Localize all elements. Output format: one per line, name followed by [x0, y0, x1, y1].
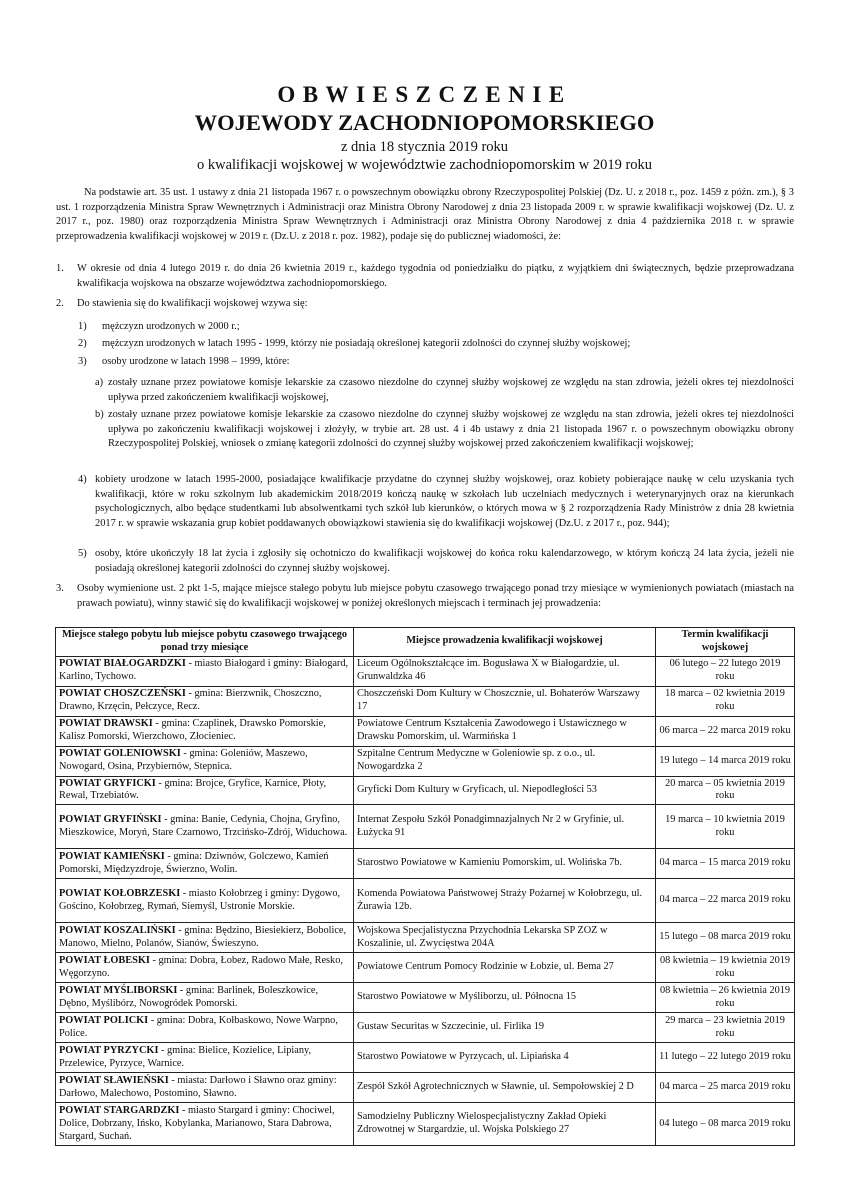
county-name: POWIAT STARGARDZKI — [59, 1104, 180, 1116]
qualification-location: Choszczeński Dom Kultury w Choszcznie, ul. Bohaterów Warszawy 17 — [354, 686, 656, 716]
subpoint-text: osoby, które ukończyły 18 lat życia i zgłosiły się ochotniczo do kwalifikacji wojskowej do końca roku kalendarzowego, w którym kończą 24 lata życia, jeżeli nie posiadają określonej kategorii zdolności do czynnej służby wojskowej. — [95, 548, 794, 574]
qualification-location: Wojskowa Specjalistyczna Przychodnia Lekarska SP ZOZ w Koszalinie, ul. Zwycięstwa 204A — [354, 923, 656, 953]
municipalities-list: - gmina: Czaplinek, Drawsko Pomorskie, Kalisz Pomorski, Wierzchowo, Złocieniec. — [59, 718, 326, 743]
county-name: POWIAT CHOSZCZEŃSKI — [59, 688, 186, 700]
municipalities-list: - gmina: Barlinek, Boleszkowice, Dębno, Myślibórz, Nowogródek Pomorski. — [59, 984, 319, 1009]
county-name: POWIAT GOLENIOWSKI — [59, 748, 181, 760]
qualification-date-range: 04 lutego – 08 marca 2019 roku — [656, 1103, 795, 1146]
county-name: POWIAT PYRZYCKI — [59, 1044, 159, 1056]
county-name: POWIAT GRYFIŃSKI — [59, 813, 162, 825]
title-date: z dnia 18 stycznia 2019 roku — [340, 139, 509, 155]
county-cell — [56, 923, 354, 953]
table-row — [56, 923, 795, 953]
point-number: 3. — [56, 583, 64, 594]
intro-paragraph: Na podstawie art. 35 ust. 1 ustawy z dnia 21 listopada 1967 r. o powszechnym obowiązku obrony Rzeczypospolitej Polskiej (Dz. U. z 2018 r., poz. 1459 z późn. zm.), § 3 ust. 1 rozporządzenia Ministra Spraw Wewnętrznych i Administracji oraz Ministra Obrony Narodowej z dnia 23 listopada 2009 r. w sprawie kwalifikacji wojskowej (Dz. U. z 2017 r., poz. 1980) oraz rozporządzenia Ministra Spraw Wewnętrznych i Administracji oraz Ministra Obrony Narodowej z dnia 4 października 2018 r. w sprawie przeprowadzenia kwalifikacji wojskowej w 2019 r. (Dz.U. z 2018 r. poz. 1982), podaje się do publicznej wiadomości, że: — [56, 187, 794, 242]
qualification-date-range: 19 lutego – 14 marca 2019 roku — [656, 746, 795, 776]
county-name: POWIAT GRYFICKI — [59, 777, 156, 789]
municipalities-list: - gmina: Dobra, Kołbaskowo, Nowe Warpno, Police. — [59, 1014, 338, 1039]
municipalities-list: - gmina: Brojce, Gryfice, Karnice, Płoty, Rewal, Trzebiatów. — [59, 777, 327, 802]
municipalities-list: - miasto Stargard i gminy: Chociwel, Dolice, Dobrzany, Ińsko, Kobylanka, Marianowo, Stara Dabrowa, Stargard, Suchań. — [59, 1104, 335, 1142]
letter-point-label: a) — [95, 377, 104, 388]
point-text: Do stawienia się do kwalifikacji wojskowej wzywa się: — [77, 298, 308, 309]
table-row — [56, 1103, 795, 1146]
municipalities-list: - gmina: Bielice, Kozielice, Lipiany, Przelewice, Pyrzyce, Warnice. — [59, 1044, 312, 1069]
table-row — [56, 776, 795, 805]
county-cell — [56, 953, 354, 983]
qualification-location: Zespół Szkół Agrotechnicznych w Sławnie, ul. Sempołowskiej 2 D — [354, 1073, 656, 1103]
qualification-location: Starostwo Powiatowe w Kamieniu Pomorskim, ul. Wolińska 7b. — [354, 849, 656, 879]
county-name: POWIAT KOSZALIŃSKI — [59, 924, 176, 936]
county-cell — [56, 983, 354, 1013]
county-cell — [56, 1013, 354, 1043]
qualification-location: Komenda Powiatowa Państwowej Straży Pożarnej w Kołobrzegu, ul. Żurawia 12b. — [354, 879, 656, 923]
qualification-date-range: 04 marca – 15 marca 2019 roku — [656, 849, 795, 879]
municipalities-list: - miasta: Darłowo i Sławno oraz gminy: Darłowo, Malechowo, Postomino, Sławno. — [59, 1074, 337, 1099]
municipalities-list: - gmina: Będzino, Biesiekierz, Bobolice, Manowo, Mielno, Polanów, Sianów, Świeszyno. — [59, 924, 347, 949]
qualification-location: Samodzielny Publiczny Wielospecjalistyczny Zakład Opieki Zdrowotnej w Stargardzie, ul. Wojska Polskiego 27 — [354, 1103, 656, 1146]
point-number: 1. — [56, 263, 64, 274]
municipalities-list: - gmina: Dziwnów, Golczewo, Kamień Pomorski, Międzyzdroje, Świerzno, Wolin. — [59, 850, 329, 875]
county-cell — [56, 805, 354, 849]
municipalities-list: - gmina: Goleniów, Maszewo, Nowogard, Osina, Przybiernów, Stepnica. — [59, 748, 308, 773]
municipalities-list: - miasto Białogard i gminy: Białogard, Karlino, Tychowo. — [59, 658, 349, 683]
column-header: Miejsce prowadzenia kwalifikacji wojskowej — [354, 628, 656, 657]
title-subject: o kwalifikacji wojskowej w województwie zachodniopomorskim w 2019 roku — [196, 157, 653, 173]
qualification-location: Starostwo Powiatowe w Myśliborzu, ul. Północna 15 — [354, 983, 656, 1013]
table-row — [56, 716, 795, 746]
county-cell — [56, 716, 354, 746]
qualification-date-range: 19 marca – 10 kwietnia 2019 roku — [656, 805, 795, 849]
qualification-location: Szpitalne Centrum Medyczne w Goleniowie sp. z o.o., ul. Nowogardzka 2 — [354, 746, 656, 776]
table-row — [56, 1013, 795, 1043]
qualification-date-range: 04 marca – 25 marca 2019 roku — [656, 1073, 795, 1103]
qualification-schedule-table — [55, 627, 795, 1146]
qualification-date-range: 18 marca – 02 kwietnia 2019 roku — [656, 686, 795, 716]
municipalities-list: - miasto Kołobrzeg i gminy: Dygowo, Gościno, Kołobrzeg, Rymań, Siemyśl, Ustronie Morskie. — [59, 887, 341, 912]
letter-point-label: b) — [95, 409, 104, 420]
table-row — [56, 849, 795, 879]
county-name: POWIAT DRAWSKI — [59, 718, 153, 730]
table-row — [56, 746, 795, 776]
column-header: Miejsce stałego pobytu lub miejsce pobytu czasowego trwającego ponad trzy miesiące — [56, 628, 354, 657]
subpoint-number: 2) — [78, 338, 87, 349]
municipalities-list: - gmina: Banie, Cedynia, Chojna, Gryfino, Mieszkowice, Moryń, Stare Czarnowo, Trzcińsko-Zdrój, Widuchowa. — [59, 813, 348, 838]
table-row — [56, 686, 795, 716]
point-text: W okresie od dnia 4 lutego 2019 r. do dnia 26 kwietnia 2019 r., każdego tygodnia od poniedziałku do piątku, z wyjątkiem dni świątecznych, będzie przeprowadzana kwalifikacja wojskowa na obszarze województwa zachodniopomorskiego. — [77, 263, 794, 289]
county-cell — [56, 776, 354, 805]
table-row — [56, 1073, 795, 1103]
subpoint-text: osoby urodzone w latach 1998 – 1999, które: — [102, 356, 290, 367]
municipalities-list: - gmina: Bierzwnik, Choszczno, Drawno, Krzęcin, Pełczyce, Recz. — [59, 688, 322, 713]
title-authority: WOJEWODY ZACHODNIOPOMORSKIEGO — [194, 110, 655, 135]
county-cell — [56, 746, 354, 776]
county-name: POWIAT KOŁOBRZESKI — [59, 887, 181, 899]
county-cell — [56, 1073, 354, 1103]
letter-point-text: zostały uznane przez powiatowe komisje lekarskie za czasowo niezdolne do czynnej służby wojskowej ze względu na stan zdrowia, jeżeli okres tej niezdolności upływa po zakończeniu kwalifikacji wojskowej i złożyły, w trybie art. 28 ust. 4 i 4b ustawy z dnia 21 listopada 1967 r. o powszechnym obowiązku obrony Rzeczypospolitej Polskiej, wniosek o zmianę kategorii zdolności do czynnej służby wojskowej przed zakończeniem kwalifikacji wojskowej; — [108, 409, 794, 450]
title-heading: OBWIESZCZENIE — [277, 82, 572, 107]
qualification-location: Powiatowe Centrum Kształcenia Zawodowego i Ustawicznego w Drawsku Pomorskim, ul. Warmińska 1 — [354, 716, 656, 746]
county-name: POWIAT SŁAWIEŃSKI — [59, 1074, 169, 1086]
county-cell — [56, 656, 354, 686]
qualification-date-range: 08 kwietnia – 19 kwietnia 2019 roku — [656, 953, 795, 983]
table-row — [56, 879, 795, 923]
table-row — [56, 983, 795, 1013]
subpoint-number: 5) — [78, 548, 87, 559]
county-cell — [56, 1103, 354, 1146]
qualification-date-range: 29 marca – 23 kwietnia 2019 roku — [656, 1013, 795, 1043]
qualification-location: Starostwo Powiatowe w Pyrzycach, ul. Lipiańska 4 — [354, 1043, 656, 1073]
qualification-date-range: 20 marca – 05 kwietnia 2019 roku — [656, 776, 795, 805]
qualification-location: Liceum Ogólnokształcące im. Bogusława X w Białogardzie, ul. Grunwaldzka 46 — [354, 656, 656, 686]
subpoint-text: kobiety urodzone w latach 1995-2000, posiadające kwalifikacje przydatne do czynnej służby wojskowej, oraz kobiety pobierające naukę w celu uzyskania tych kwalifikacji, które w roku szkolnym lub akademickim 2018/2019 kończą naukę w szkołach lub uczelniach medycznych i weterynaryjnych oraz na kierunkach psychologicznych, albo będące studentkami lub absolwentkami tych szkół lub kierunków, o których mowa w § 2 rozporządzenia Rady Ministrów z dnia 28 kwietnia 2017 r. w sprawie wskazania grup kobiet poddawanych obowiązkowi stawienia się do kwalifikacji wojskowej (Dz.U. z 2017 r., poz. 944); — [95, 474, 794, 529]
column-header: Termin kwalifikacji wojskowej — [656, 628, 795, 657]
point-text: Osoby wymienione ust. 2 pkt 1-5, mające miejsce stałego pobytu lub miejsce pobytu czasowego trwającego ponad trzy miesiące w wymienionych powiatach (miastach na prawach powiatu), winny stawić się do kwalifikacji wojskowej w poniżej określonych miejscach i terminach jej prowadzenia: — [77, 583, 794, 609]
subpoint-text: mężczyzn urodzonych w 2000 r.; — [102, 321, 240, 332]
qualification-date-range: 15 lutego – 08 marca 2019 roku — [656, 923, 795, 953]
qualification-location: Internat Zespołu Szkół Ponadgimnazjalnych Nr 2 w Gryfinie, ul. Łużycka 91 — [354, 805, 656, 849]
county-cell — [56, 1043, 354, 1073]
county-cell — [56, 849, 354, 879]
county-name: POWIAT MYŚLIBORSKI — [59, 984, 178, 996]
table-row — [56, 1043, 795, 1073]
subpoint-number: 1) — [78, 321, 87, 332]
table-header-row — [56, 628, 795, 657]
qualification-date-range: 08 kwietnia – 26 kwietnia 2019 roku — [656, 983, 795, 1013]
municipalities-list: - gmina: Dobra, Łobez, Radowo Małe, Resko, Węgorzyno. — [59, 954, 343, 979]
county-name: POWIAT BIAŁOGARDZKI — [59, 658, 186, 670]
county-name: POWIAT ŁOBESKI — [59, 954, 150, 966]
qualification-date-range: 11 lutego – 22 lutego 2019 roku — [656, 1043, 795, 1073]
point-number: 2. — [56, 298, 64, 309]
table-row — [56, 953, 795, 983]
qualification-location: Gryficki Dom Kultury w Gryficach, ul. Niepodległości 53 — [354, 776, 656, 805]
qualification-date-range: 06 lutego – 22 lutego 2019 roku — [656, 656, 795, 686]
county-cell — [56, 879, 354, 923]
subpoint-text: mężczyzn urodzonych w latach 1995 - 1999, którzy nie posiadają określonej kategorii zdolności do czynnej służby wojskowej; — [102, 338, 631, 349]
subpoint-number: 4) — [78, 474, 87, 485]
qualification-location: Gustaw Securitas w Szczecinie, ul. Firlika 19 — [354, 1013, 656, 1043]
county-name: POWIAT POLICKI — [59, 1014, 149, 1026]
county-name: POWIAT KAMIEŃSKI — [59, 850, 165, 862]
table-row — [56, 805, 795, 849]
table-row — [56, 656, 795, 686]
qualification-location: Powiatowe Centrum Pomocy Rodzinie w Łobzie, ul. Bema 27 — [354, 953, 656, 983]
qualification-date-range: 06 marca – 22 marca 2019 roku — [656, 716, 795, 746]
county-cell — [56, 686, 354, 716]
subpoint-number: 3) — [78, 356, 87, 367]
qualification-date-range: 04 marca – 22 marca 2019 roku — [656, 879, 795, 923]
letter-point-text: zostały uznane przez powiatowe komisje lekarskie za czasowo niezdolne do czynnej służby wojskowej ze względu na stan zdrowia, jeżeli okres tej niezdolności upływa przed zakończeniem kwalifikacji wojskowej, — [108, 377, 794, 403]
